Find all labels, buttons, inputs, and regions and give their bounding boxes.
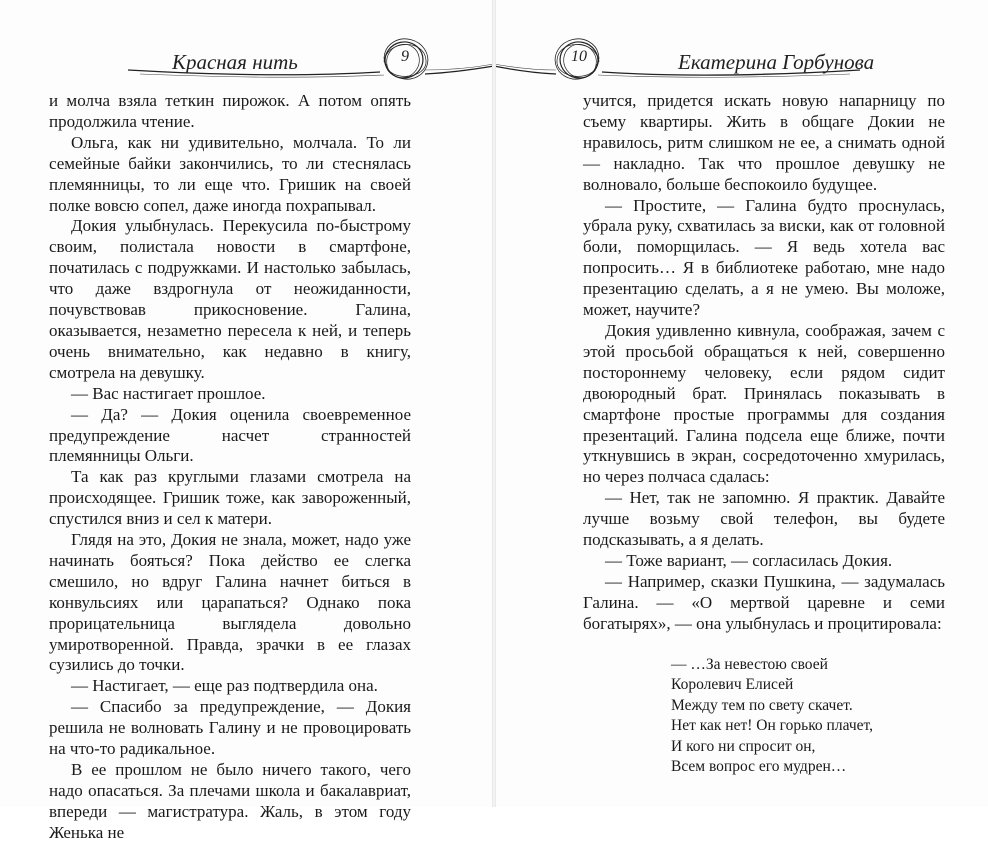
paragraph: В ее прошлом не было ничего такого, чего надо опасаться. За плечами школа и бакалавриат, впереди — магистратура. Жаль, в этом году Женька не xyxy=(49,760,411,842)
left-header-title: Красная нить xyxy=(172,50,298,74)
poem-quote xyxy=(671,655,945,778)
book-gutter xyxy=(492,0,496,807)
paragraph: — Простите, — Галина будто проснулась, убрала руку, схватилась за виски, как от головной боли, поморщилась. — Я ведь хотела вас попросить… Я в библиотеке работаю, мне надо презентацию сделать, а я не умею. Вы моложе, может, научите? xyxy=(583,195,945,320)
paragraph: Ольга, как ни удивительно, молчала. То ли семейные байки закончились, то ли стеснялась племянницы, то ли еще что. Гришик на своей полке вовсю сопел, даже иногда похрапывал. xyxy=(49,132,411,215)
right-page xyxy=(494,0,988,807)
poem-line: — …За невестою своей xyxy=(671,655,828,673)
paragraph: — Тоже вариант, — согласилась Докия. xyxy=(605,550,893,570)
paragraph: — Настигает, — еще раз подтвердила она. xyxy=(71,676,378,696)
right-page-number: 10 xyxy=(571,48,587,65)
poem-line: Между тем по свету скачет. xyxy=(671,696,853,714)
paragraph: — Спасибо за предупреждение, — Докия решила не волновать Галину и не провоцировать на что-то радикальное. xyxy=(49,697,411,759)
paragraph: Глядя на это, Докия не знала, может, надо уже начинать бояться? Пока действо ее слегка смешило, но вдруг Галина начнет биться в конвульсиях или царапаться? Однако пока прорицательница выглядела довольно умиротворенной. Правда, зрачки в ее глазах сузились до точки. xyxy=(49,530,411,675)
paragraph: Докия улыбнулась. Перекусила по-быстрому своим, полистала новости в смартфоне, початилась с подружками. И настолько забылась, что даже вздрогнула от неожиданности, почувствовав прикосновение. Галина, оказывается, незаметно пересела к ней, и теперь очень внимательно, как недавно в книгу, смотрела на девушку. xyxy=(49,216,411,382)
paragraph: и молча взяла теткин пирожок. А потом опять продолжила чтение. xyxy=(49,91,411,131)
left-page xyxy=(0,0,494,842)
right-page-text xyxy=(583,91,945,778)
poem-line: Всем вопрос его мудрен… xyxy=(671,758,847,776)
left-page-text xyxy=(49,91,411,844)
paragraph: — Нет, так не запомню. Я практик. Давайте лучше возьму свой телефон, вы будете подсказывать, а я делать. xyxy=(583,488,945,550)
paragraph: — Вас настигает прошлое. xyxy=(71,383,266,403)
paragraph: учится, придется искать новую напарницу по съему квартиры. Жить в общаге Докии не нравилось, ритм слишком не ее, а снимать одной — накладно. Так что прошлое девушку не волновало, больше беспокоило будущее. xyxy=(583,91,945,194)
paragraph: Та как раз круглыми глазами смотрела на происходящее. Гришик тоже, как завороженный, спустился вниз и сел к матери. xyxy=(49,467,411,529)
paragraph: — Например, сказки Пушкина, — задумалась Галина. — «О мертвой царевне и семи богатырях», — она улыбнулась и процитировала: xyxy=(583,571,945,633)
poem-line: Нет как нет! Он горько плачет, xyxy=(671,717,874,735)
right-header-title: Екатерина Горбунова xyxy=(678,50,875,74)
poem-line: И кого ни спросит он, xyxy=(671,737,816,755)
paragraph: Докия удивленно кивнула, соображая, зачем с этой просьбой обращаться к ней, совершенно постороннему человеку, если рядом сидит двоюродный брат. Принялась показывать в смартфоне простые программы для создания презентаций. Галина подсела еще ближе, почти уткнувшись в экран, сосредоточенно хмурилась, но через полчаса сдалась: xyxy=(583,320,945,487)
poem-line: Королевич Елисей xyxy=(671,676,794,694)
paragraph: — Да? — Докия оценила своевременное предупреждение насчет странностей племянницы Ольги. xyxy=(49,404,411,466)
left-page-number: 9 xyxy=(401,48,409,65)
